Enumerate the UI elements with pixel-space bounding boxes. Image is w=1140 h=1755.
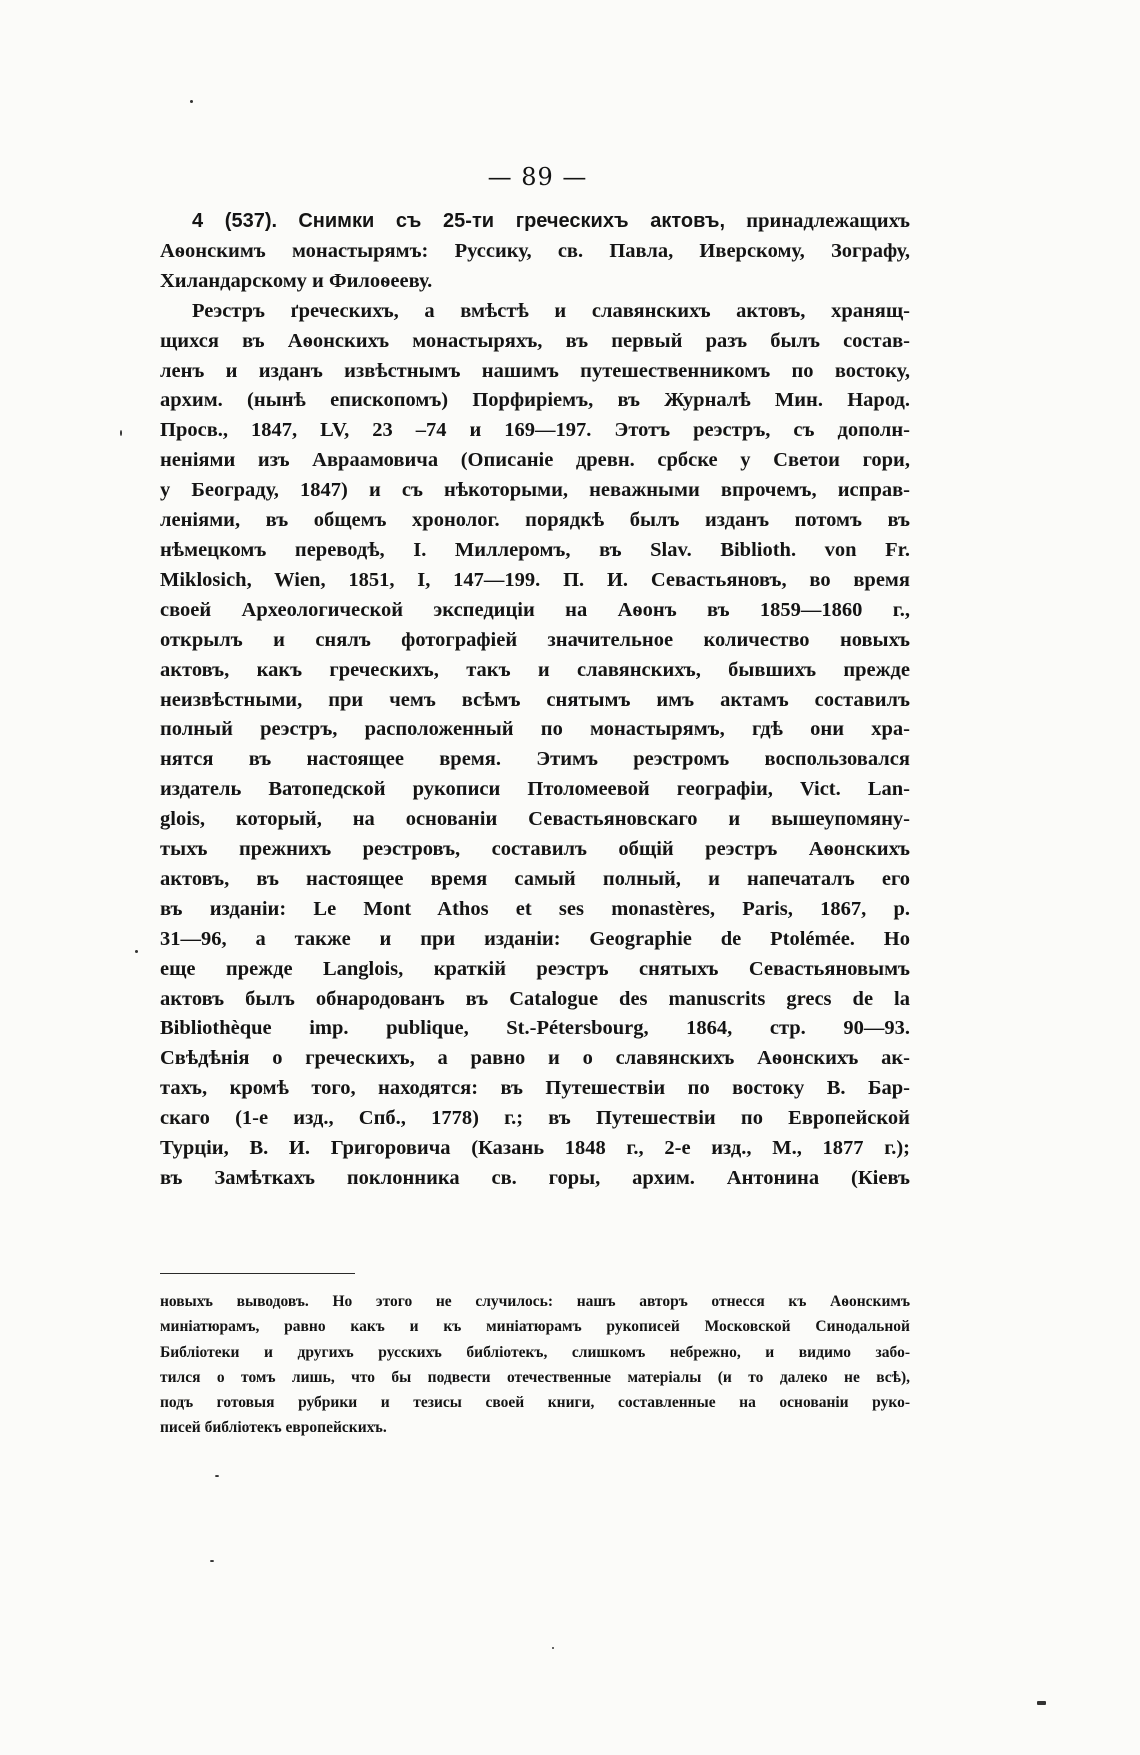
scan-speck xyxy=(552,1647,554,1649)
footnote-line: миніатюрамъ, равно какъ и къ миніатюрамъ рукописей Московской Синодальной xyxy=(160,1318,910,1336)
scan-speck xyxy=(120,430,122,436)
paragraph-line: неизвѣстными, при чемъ всѣмъ снятымъ имъ актамъ составилъ xyxy=(160,688,910,711)
paragraph-line: ленъ и изданъ извѣстнымъ нашимъ путешественникомъ по востоку, xyxy=(160,359,910,382)
entry-title: Снимки съ 25-ти греческихъ актовъ, xyxy=(298,210,726,232)
scan-speck xyxy=(1037,1701,1046,1705)
paragraph-line: 31—96, а также и при изданіи: Geographie de Ptolémée. Но xyxy=(160,927,910,950)
scan-speck xyxy=(210,1560,214,1562)
paragraph-line: въ изданіи: Le Mont Athos et ses monastères, Paris, 1867, p. xyxy=(160,897,910,920)
paragraph-line: своей Археологической экспедиціи на Аѳонъ въ 1859—1860 г., xyxy=(160,598,910,621)
paragraph-line: нятся въ настоящее время. Этимъ реэстромъ воспользовался xyxy=(160,748,910,771)
footnote-line: тился о томъ лишь, что бы подвести отечественные матеріалы (и то далеко не всѣ), xyxy=(160,1368,910,1386)
paragraph-line: скаго (1-е изд., Спб., 1778) г.; въ Путешествіи по Европейской xyxy=(160,1107,910,1130)
paragraph-line: тыхъ прежнихъ реэстровъ, составилъ общій реэстръ Аѳонскихъ xyxy=(160,838,910,861)
paragraph-line: Свѣдѣнія о греческихъ, а равно и о славянскихъ Аѳонскихъ ак- xyxy=(160,1047,910,1070)
paragraph-line: въ Замѣткахъ поклонника св. горы, архим. Антонина (Кіевъ xyxy=(160,1167,910,1189)
entry-heading-line xyxy=(160,207,910,237)
paragraph-line: открылъ и снялъ фотографіей значительное количество новыхъ xyxy=(160,628,910,651)
paragraph-line: актовъ былъ обнародованъ въ Catalogue des manuscrits grecs de la xyxy=(160,987,910,1010)
paragraph-line: Просв., 1847, LV, 23 –74 и 169—197. Этотъ реэстръ, съ дополн- xyxy=(160,419,910,442)
footnote-line: писей библіотекъ европейскихъ. xyxy=(160,1419,387,1437)
paragraph-line: нѣмецкомъ переводѣ, I. Миллеромъ, въ Slav. Biblioth. von Fr. xyxy=(160,538,910,561)
entry-title-continuation: принадлежащихъ xyxy=(746,210,911,232)
entry-number: 4 (537). xyxy=(192,210,278,232)
paragraph-line: неніями изъ Авраамовича (Описаніе древн. србске у Светои гори, xyxy=(160,449,910,472)
scan-speck xyxy=(190,100,193,103)
paragraph-line: glois, который, на основаніи Севастьяновскаго и вышеупомяну- xyxy=(160,808,910,831)
paragraph-line: архим. (нынѣ епископомъ) Порфиріемъ, въ Журналѣ Мин. Народ. xyxy=(160,389,910,412)
paragraph-line: Реэстръ ґреческихъ, а вмѣстѣ и славянскихъ актовъ, хранящ- xyxy=(192,299,910,322)
paragraph-line: щихся въ Аѳонскихъ монастыряхъ, въ первый разъ былъ состав- xyxy=(160,329,910,352)
footnote-line: подъ готовыя рубрики и тезисы своей книги, составленные на основаніи руко- xyxy=(160,1394,910,1412)
paragraph-line: актовъ, въ настоящее время самый полный, и напечаталъ его xyxy=(160,867,910,890)
paragraph-line: актовъ, какъ греческихъ, такъ и славянскихъ, бывшихъ прежде xyxy=(160,658,910,681)
paragraph-line: еще прежде Langlois, краткій реэстръ снятыхъ Севастьяновымъ xyxy=(160,957,910,980)
paragraph-line: Bibliothèque imp. publique, St.-Pétersbourg, 1864, стр. 90—93. xyxy=(160,1017,910,1040)
paragraph-line: Miklosich, Wien, 1851, I, 147—199. П. И. Севастьяновъ, во время xyxy=(160,568,910,591)
entry-line: Хиландарскому и Филоѳееву. xyxy=(160,269,433,292)
paragraph-line: у Београду, 1847) и съ нѣкоторыми, неважными впрочемъ, исправ- xyxy=(160,479,910,502)
paragraph-line: полный реэстръ, расположенный по монастырямъ, гдѣ они хра- xyxy=(160,718,910,741)
main-text xyxy=(160,207,910,1194)
paragraph-line: леніями, въ общемъ хронолог. порядкѣ былъ изданъ потомъ въ xyxy=(160,509,910,532)
paragraph-line: издатель Ватопедской рукописи Птоломеевой географіи, Vict. Lan- xyxy=(160,778,910,801)
scan-speck xyxy=(215,1475,219,1477)
footnote xyxy=(160,1289,910,1441)
scan-speck xyxy=(135,950,138,953)
footnote-line: Библіотеки и другихъ русскихъ библіотекъ, слишкомъ небрежно, и видимо забо- xyxy=(160,1343,910,1361)
paragraph-line: тахъ, кромѣ того, находятся: въ Путешествіи по востоку В. Бар- xyxy=(160,1077,910,1100)
paragraph-line: Турціи, В. И. Григоровича (Казань 1848 г., 2-е изд., М., 1877 г.); xyxy=(160,1137,910,1160)
entry-line: Аѳонскимъ монастырямъ: Руссику, св. Павла, Иверскому, Зографу, xyxy=(160,239,910,262)
footnote-divider xyxy=(160,1273,355,1274)
footnote-line: новыхъ выводовъ. Но этого не случилось: нашъ авторъ отнесся къ Аѳонскимъ xyxy=(160,1293,910,1310)
page-number: — 89 — xyxy=(487,163,588,191)
